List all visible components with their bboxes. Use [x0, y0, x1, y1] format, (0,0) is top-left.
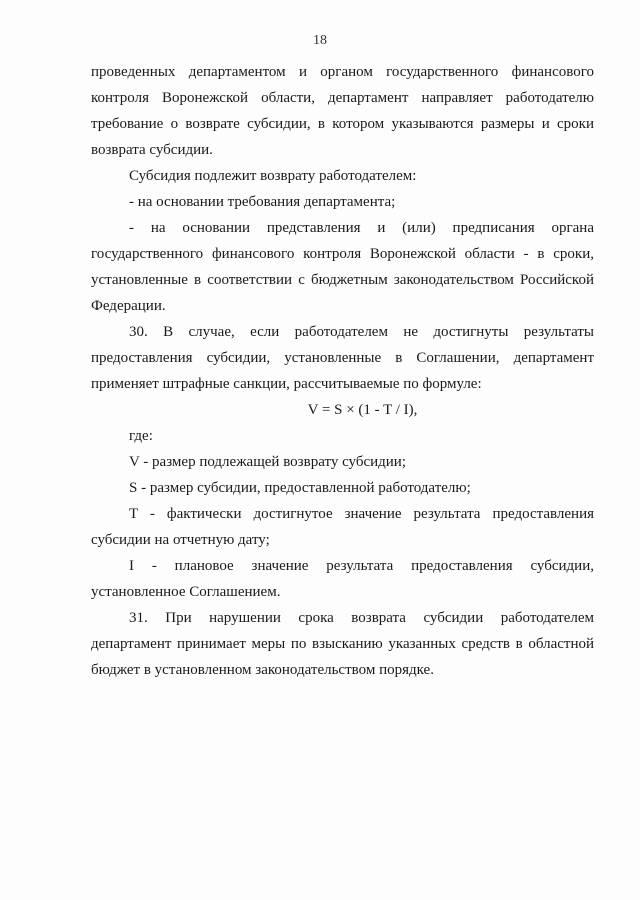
- formula-where-label: где:: [129, 428, 153, 444]
- paragraph-clause-30: 30. В случае, если работодателем не достигнуты результаты предоставления субсидии, установленные в Соглашении, департамент применяет штрафные санкции, рассчитываемые по формуле:: [91, 324, 594, 392]
- formula-variable-i: I - плановое значение результата предоставления субсидии, установленное Соглашением.: [91, 558, 594, 600]
- paragraph-refund-requirement: проведенных департаментом и органом государственного финансового контроля Воронежской области, департамент направляет работодателю требование о возврате субсидии, в котором указываются размеры и сроки возврата субсидии.: [91, 64, 594, 158]
- list-item-department-requirement: - на основании требования департамента;: [129, 194, 396, 210]
- paragraph-clause-31: 31. При нарушении срока возврата субсидии работодателем департамент принимает меры по взысканию указанных средств в областной бюджет в установленном законодательством порядке.: [91, 610, 594, 678]
- page-number: 18: [313, 33, 327, 48]
- document-body: [91, 59, 594, 683]
- formula-variable-s: S - размер субсидии, предоставленной работодателю;: [129, 480, 471, 496]
- penalty-formula: V = S × (1 - T / I),: [307, 402, 418, 418]
- list-item-control-body-order: - на основании представления и (или) предписания органа государственного финансового контроля Воронежской области - в сроки, установленные в соответствии с бюджетным законодательством Российской Федерации.: [91, 220, 594, 314]
- formula-variable-v: V - размер подлежащей возврату субсидии;: [129, 454, 407, 470]
- paragraph-refund-conditions: Субсидия подлежит возврату работодателем:: [129, 168, 417, 184]
- formula-variable-t: T - фактически достигнутое значение результата предоставления субсидии на отчетную дату;: [91, 506, 594, 548]
